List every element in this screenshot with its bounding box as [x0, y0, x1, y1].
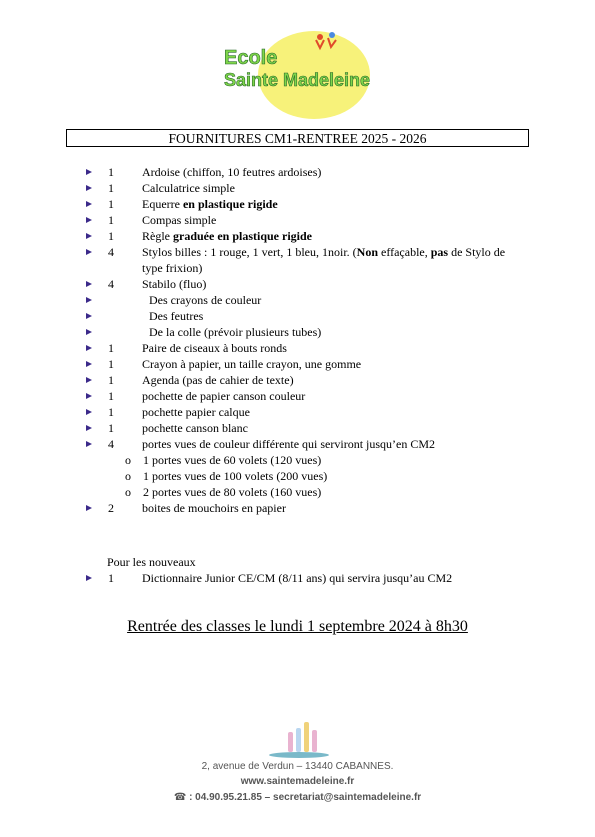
- item-text-part: De la colle (prévoir plusieurs tubes): [149, 325, 322, 339]
- arrow-bullet-icon: [86, 345, 92, 351]
- item-text: [142, 180, 526, 196]
- footer-website[interactable]: www.saintemadeleine.fr: [240, 776, 355, 787]
- arrow-bullet-icon: [86, 505, 92, 511]
- item-text-part: Calculatrice simple: [142, 181, 235, 195]
- footer-address: 2, avenue de Verdun – 13440 CABANNES.: [201, 761, 394, 772]
- item-text: Dictionnaire Junior CE/CM (8/11 ans) qui servira jusqu’au CM2: [142, 571, 453, 585]
- arrow-bullet-icon: [86, 201, 92, 207]
- list-item: [86, 212, 526, 228]
- circle-bullet-icon: o: [125, 469, 131, 483]
- list-item: [86, 324, 526, 340]
- item-quantity: 1: [108, 373, 114, 387]
- nouveaux-item: [86, 570, 526, 586]
- list-item: [86, 228, 526, 244]
- item-text: [149, 308, 526, 324]
- logo-text-line1: Ecole: [224, 47, 278, 69]
- item-text: [142, 212, 526, 228]
- arrow-bullet-icon: [86, 441, 92, 447]
- arrow-bullet-icon: [86, 393, 92, 399]
- item-text-part: Stylos billes : 1 rouge, 1 vert, 1 bleu, 1noir. (: [142, 245, 357, 259]
- item-text-part: Paire de ciseaux à bouts ronds: [142, 341, 287, 355]
- item-text: [142, 436, 526, 452]
- item-text: [142, 340, 526, 356]
- item-text-part: boites de mouchoirs en papier: [142, 501, 286, 515]
- item-quantity: 1: [108, 421, 114, 435]
- item-text-part: Des crayons de couleur: [149, 293, 262, 307]
- circle-bullet-icon: o: [125, 485, 131, 499]
- item-text: [142, 420, 526, 436]
- arrow-bullet-icon: [86, 297, 92, 303]
- item-text: [149, 292, 526, 308]
- arrow-bullet-icon: [86, 281, 92, 287]
- item-text-part: pochette papier calque: [142, 405, 250, 419]
- arrow-bullet-icon: [86, 249, 92, 255]
- item-text: [142, 388, 526, 404]
- list-item: [86, 180, 526, 196]
- footer-contact: ☎ : 04.90.95.21.85 – secretariat@saintemadeleine.fr: [173, 792, 422, 803]
- sub-item-text: 2 portes vues de 80 volets (160 vues): [143, 485, 322, 499]
- item-text-part: pochette de papier canson couleur: [142, 389, 306, 403]
- spacer: [86, 516, 526, 554]
- item-quantity: 4: [108, 437, 114, 451]
- item-text-bold: pas: [430, 245, 449, 259]
- list-item: [86, 436, 526, 452]
- item-text-part: Agenda (pas de cahier de texte): [142, 373, 294, 387]
- item-text-part: Crayon à papier, un taille crayon, une gomme: [142, 357, 362, 371]
- item-text: [149, 324, 526, 340]
- arrow-bullet-icon: [86, 425, 92, 431]
- item-text-part: Stabilo (fluo): [142, 277, 207, 291]
- item-text-part: Equerre: [142, 197, 183, 211]
- item-quantity: 1: [108, 405, 114, 419]
- item-text-part: Des feutres: [149, 309, 204, 323]
- nouveaux-label: Pour les nouveaux: [107, 555, 196, 569]
- item-text: [142, 244, 526, 276]
- sub-item-text: 1 portes vues de 60 volets (120 vues): [143, 453, 322, 467]
- item-text-part: pochette canson blanc: [142, 421, 248, 435]
- arrow-bullet-icon: [86, 329, 92, 335]
- arrow-bullet-icon: [86, 409, 92, 415]
- item-text-bold: en plastique rigide: [182, 197, 278, 211]
- arrow-bullet-icon: [86, 313, 92, 319]
- item-text-part: Ardoise (chiffon, 10 feutres ardoises): [142, 165, 322, 179]
- arrow-bullet-icon: [86, 575, 92, 581]
- item-quantity: 1: [108, 357, 114, 371]
- item-text: [142, 196, 526, 212]
- rentree-date: Rentrée des classes le lundi 1 septembre 2024 à 8h30: [127, 618, 468, 635]
- item-quantity: 1: [108, 181, 114, 195]
- footer-logo: [268, 718, 330, 760]
- list-item: [86, 276, 526, 292]
- list-item: [86, 164, 526, 180]
- logo-text-line2: Sainte Madeleine: [224, 70, 371, 90]
- list-item: [86, 340, 526, 356]
- item-quantity: 1: [108, 165, 114, 179]
- list-item: [86, 372, 526, 388]
- item-text-part: portes vues de couleur différente qui serviront jusqu’en CM2: [142, 437, 436, 451]
- item-quantity: 4: [108, 245, 114, 259]
- sub-list-item: [86, 468, 526, 484]
- list-item: [86, 500, 526, 516]
- list-item: [86, 308, 526, 324]
- sub-item-text: 1 portes vues de 100 volets (200 vues): [143, 469, 328, 483]
- item-text-part: Compas simple: [142, 213, 217, 227]
- item-text: [142, 404, 526, 420]
- list-item: [86, 388, 526, 404]
- arrow-bullet-icon: [86, 377, 92, 383]
- item-quantity: 1: [108, 389, 114, 403]
- page-title: FOURNITURES CM1-RENTREE 2025 - 2026: [66, 129, 529, 147]
- item-quantity: 2: [108, 501, 114, 515]
- list-item: [86, 196, 526, 212]
- item-quantity: 1: [108, 229, 114, 243]
- circle-bullet-icon: o: [125, 453, 131, 467]
- item-text: [142, 372, 526, 388]
- arrow-bullet-icon: [86, 217, 92, 223]
- item-text: [142, 228, 526, 244]
- arrow-bullet-icon: [86, 169, 92, 175]
- item-quantity: 1: [108, 197, 114, 211]
- list-item: [86, 356, 526, 372]
- item-quantity: 1: [108, 571, 114, 585]
- item-text: [142, 356, 526, 372]
- sub-list-item: [86, 484, 526, 500]
- item-text: [142, 276, 526, 292]
- item-text-bold: graduée en plastique rigide: [173, 229, 313, 243]
- item-quantity: 4: [108, 277, 114, 291]
- arrow-bullet-icon: [86, 361, 92, 367]
- item-quantity: 1: [108, 213, 114, 227]
- sub-list-item: [86, 452, 526, 468]
- item-text-bold: Non: [356, 245, 378, 259]
- list-item: [86, 420, 526, 436]
- arrow-bullet-icon: [86, 185, 92, 191]
- list-item: [86, 292, 526, 308]
- school-logo: [218, 30, 380, 120]
- item-text: [142, 164, 526, 180]
- item-text-part: effaçable,: [378, 245, 431, 259]
- supply-list: [86, 164, 526, 586]
- list-item: [86, 404, 526, 420]
- item-text-part: Règle: [142, 229, 173, 243]
- list-item: [86, 244, 526, 276]
- item-text-part: de Stylo de type frixion): [142, 245, 506, 275]
- arrow-bullet-icon: [86, 233, 92, 239]
- item-quantity: 1: [108, 341, 114, 355]
- item-text: [142, 500, 526, 516]
